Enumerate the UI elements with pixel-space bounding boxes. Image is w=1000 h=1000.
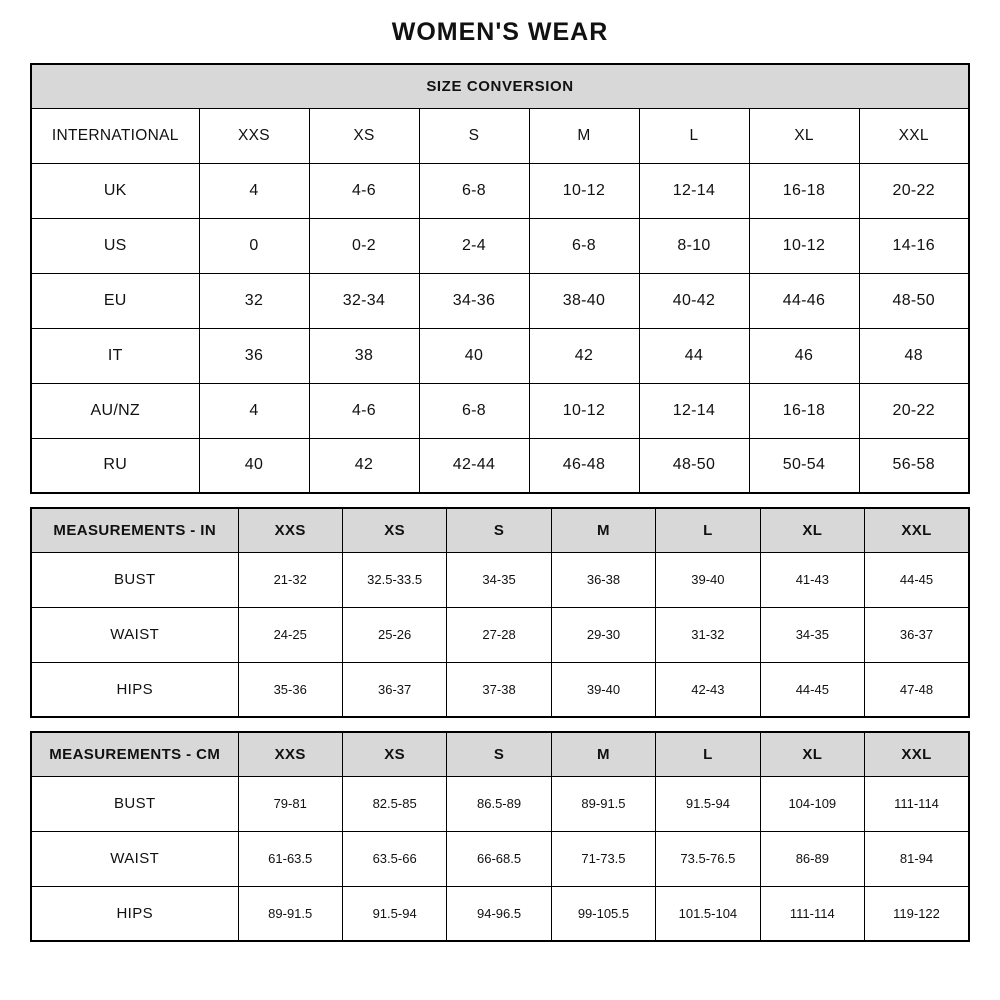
- measurements-in-row-label: WAIST: [31, 607, 238, 662]
- size-conversion-value-cell: 12-14: [639, 163, 749, 218]
- size-conversion-row-label: IT: [31, 328, 199, 383]
- size-conversion-row-ru: [31, 438, 969, 493]
- measurements-in-header-xxl: XXL: [865, 508, 969, 552]
- size-conversion-value-cell: 10-12: [529, 383, 639, 438]
- measurements-cm-row-label: HIPS: [31, 886, 238, 941]
- size-conversion-value-cell: 14-16: [859, 218, 969, 273]
- size-conversion-header-row: [31, 108, 969, 163]
- measurements-cm-value-cell: 91.5-94: [656, 776, 760, 831]
- size-conversion-value-cell: 36: [199, 328, 309, 383]
- measurements-in-value-cell: 21-32: [238, 552, 342, 607]
- size-conversion-value-cell: 40-42: [639, 273, 749, 328]
- size-conversion-value-cell: 46-48: [529, 438, 639, 493]
- size-conversion-value-cell: 16-18: [749, 383, 859, 438]
- size-conversion-value-cell: 32: [199, 273, 309, 328]
- measurements-in-value-cell: 34-35: [760, 607, 864, 662]
- measurements-cm-value-cell: 73.5-76.5: [656, 831, 760, 886]
- size-conversion-row-label: RU: [31, 438, 199, 493]
- size-conversion-header-l: L: [639, 108, 749, 163]
- measurements-in-value-cell: 31-32: [656, 607, 760, 662]
- measurements-in-header-xs: XS: [342, 508, 446, 552]
- measurements-cm-header-xxs: XXS: [238, 732, 342, 776]
- size-conversion-value-cell: 48-50: [639, 438, 749, 493]
- size-conversion-value-cell: 6-8: [419, 383, 529, 438]
- size-conversion-value-cell: 2-4: [419, 218, 529, 273]
- size-conversion-value-cell: 48-50: [859, 273, 969, 328]
- measurements-in-value-cell: 35-36: [238, 662, 342, 717]
- size-conversion-value-cell: 38-40: [529, 273, 639, 328]
- size-conversion-value-cell: 8-10: [639, 218, 749, 273]
- size-conversion-title: SIZE CONVERSION: [31, 64, 969, 108]
- measurements-in-header-l: L: [656, 508, 760, 552]
- measurements-cm-header-m: M: [551, 732, 655, 776]
- measurements-cm-table: [30, 731, 970, 942]
- size-conversion-row-label: UK: [31, 163, 199, 218]
- size-conversion-header-m: M: [529, 108, 639, 163]
- measurements-in-value-cell: 36-37: [342, 662, 446, 717]
- size-conversion-value-cell: 20-22: [859, 383, 969, 438]
- measurements-cm-value-cell: 61-63.5: [238, 831, 342, 886]
- measurements-cm-value-cell: 71-73.5: [551, 831, 655, 886]
- measurements-cm-value-cell: 94-96.5: [447, 886, 551, 941]
- measurements-in-header-m: M: [551, 508, 655, 552]
- measurements-cm-value-cell: 119-122: [865, 886, 969, 941]
- size-conversion-value-cell: 12-14: [639, 383, 749, 438]
- measurements-in-row-waist: [31, 607, 969, 662]
- measurements-in-header-xl: XL: [760, 508, 864, 552]
- size-conversion-value-cell: 6-8: [419, 163, 529, 218]
- measurements-in-value-cell: 36-37: [865, 607, 969, 662]
- size-conversion-value-cell: 6-8: [529, 218, 639, 273]
- size-conversion-row-us: [31, 218, 969, 273]
- measurements-cm-value-cell: 79-81: [238, 776, 342, 831]
- measurements-in-value-cell: 34-35: [447, 552, 551, 607]
- measurements-cm-row-label: WAIST: [31, 831, 238, 886]
- size-conversion-value-cell: 42: [309, 438, 419, 493]
- measurements-in-row-label: HIPS: [31, 662, 238, 717]
- measurements-cm-value-cell: 89-91.5: [238, 886, 342, 941]
- measurements-in-table: [30, 507, 970, 718]
- measurements-cm-value-cell: 86-89: [760, 831, 864, 886]
- size-conversion-value-cell: 34-36: [419, 273, 529, 328]
- measurements-in-value-cell: 39-40: [656, 552, 760, 607]
- measurements-in-value-cell: 47-48: [865, 662, 969, 717]
- size-conversion-value-cell: 40: [199, 438, 309, 493]
- size-conversion-caption-row: [31, 64, 969, 108]
- size-conversion-value-cell: 50-54: [749, 438, 859, 493]
- measurements-in-value-cell: 29-30: [551, 607, 655, 662]
- measurements-cm-header-measurements-cm: MEASUREMENTS - CM: [31, 732, 238, 776]
- measurements-cm-value-cell: 111-114: [865, 776, 969, 831]
- measurements-in-value-cell: 36-38: [551, 552, 655, 607]
- size-conversion-value-cell: 4-6: [309, 163, 419, 218]
- measurements-cm-value-cell: 82.5-85: [342, 776, 446, 831]
- size-conversion-value-cell: 4-6: [309, 383, 419, 438]
- measurements-in-header-xxs: XXS: [238, 508, 342, 552]
- measurements-cm-value-cell: 91.5-94: [342, 886, 446, 941]
- size-conversion-value-cell: 44-46: [749, 273, 859, 328]
- measurements-in-value-cell: 27-28: [447, 607, 551, 662]
- measurements-cm-row-label: BUST: [31, 776, 238, 831]
- measurements-cm-row-hips: [31, 886, 969, 941]
- size-conversion-header-international: INTERNATIONAL: [31, 108, 199, 163]
- size-conversion-header-xs: XS: [309, 108, 419, 163]
- size-conversion-row-eu: [31, 273, 969, 328]
- measurements-in-value-cell: 44-45: [760, 662, 864, 717]
- measurements-in-value-cell: 24-25: [238, 607, 342, 662]
- measurements-cm-header-xl: XL: [760, 732, 864, 776]
- measurements-cm-header-xs: XS: [342, 732, 446, 776]
- measurements-cm-header-row: [31, 732, 969, 776]
- measurements-cm-header-s: S: [447, 732, 551, 776]
- measurements-cm-value-cell: 86.5-89: [447, 776, 551, 831]
- measurements-cm-value-cell: 111-114: [760, 886, 864, 941]
- size-conversion-value-cell: 48: [859, 328, 969, 383]
- size-conversion-value-cell: 10-12: [529, 163, 639, 218]
- measurements-cm-row-bust: [31, 776, 969, 831]
- size-conversion-row-au-nz: [31, 383, 969, 438]
- measurements-cm-value-cell: 66-68.5: [447, 831, 551, 886]
- size-conversion-value-cell: 32-34: [309, 273, 419, 328]
- size-conversion-table: [30, 63, 970, 494]
- measurements-in-value-cell: 44-45: [865, 552, 969, 607]
- size-conversion-value-cell: 0-2: [309, 218, 419, 273]
- size-conversion-value-cell: 0: [199, 218, 309, 273]
- size-conversion-header-xxl: XXL: [859, 108, 969, 163]
- measurements-in-header-s: S: [447, 508, 551, 552]
- size-conversion-value-cell: 20-22: [859, 163, 969, 218]
- size-conversion-row-label: EU: [31, 273, 199, 328]
- size-conversion-value-cell: 56-58: [859, 438, 969, 493]
- size-conversion-value-cell: 10-12: [749, 218, 859, 273]
- size-conversion-value-cell: 16-18: [749, 163, 859, 218]
- measurements-cm-row-waist: [31, 831, 969, 886]
- size-conversion-value-cell: 46: [749, 328, 859, 383]
- size-conversion-value-cell: 44: [639, 328, 749, 383]
- size-conversion-value-cell: 4: [199, 163, 309, 218]
- measurements-in-value-cell: 41-43: [760, 552, 864, 607]
- measurements-in-header-row: [31, 508, 969, 552]
- size-conversion-value-cell: 38: [309, 328, 419, 383]
- size-conversion-header-s: S: [419, 108, 529, 163]
- size-conversion-value-cell: 42-44: [419, 438, 529, 493]
- size-conversion-row-uk: [31, 163, 969, 218]
- measurements-cm-value-cell: 81-94: [865, 831, 969, 886]
- measurements-cm-value-cell: 99-105.5: [551, 886, 655, 941]
- measurements-cm-value-cell: 101.5-104: [656, 886, 760, 941]
- measurements-in-value-cell: 37-38: [447, 662, 551, 717]
- size-conversion-value-cell: 4: [199, 383, 309, 438]
- measurements-in-value-cell: 25-26: [342, 607, 446, 662]
- measurements-cm-value-cell: 89-91.5: [551, 776, 655, 831]
- size-conversion-header-xl: XL: [749, 108, 859, 163]
- measurements-cm-value-cell: 63.5-66: [342, 831, 446, 886]
- measurements-in-value-cell: 42-43: [656, 662, 760, 717]
- measurements-cm-header-xxl: XXL: [865, 732, 969, 776]
- measurements-cm-header-l: L: [656, 732, 760, 776]
- size-conversion-value-cell: 42: [529, 328, 639, 383]
- measurements-cm-value-cell: 104-109: [760, 776, 864, 831]
- size-conversion-row-it: [31, 328, 969, 383]
- measurements-in-row-hips: [31, 662, 969, 717]
- measurements-in-row-label: BUST: [31, 552, 238, 607]
- page-title: WOMEN'S WEAR: [391, 18, 609, 46]
- size-conversion-row-label: AU/NZ: [31, 383, 199, 438]
- size-conversion-header-xxs: XXS: [199, 108, 309, 163]
- size-conversion-value-cell: 40: [419, 328, 529, 383]
- measurements-in-value-cell: 32.5-33.5: [342, 552, 446, 607]
- measurements-in-header-measurements-in: MEASUREMENTS - IN: [31, 508, 238, 552]
- measurements-in-value-cell: 39-40: [551, 662, 655, 717]
- size-conversion-row-label: US: [31, 218, 199, 273]
- measurements-in-row-bust: [31, 552, 969, 607]
